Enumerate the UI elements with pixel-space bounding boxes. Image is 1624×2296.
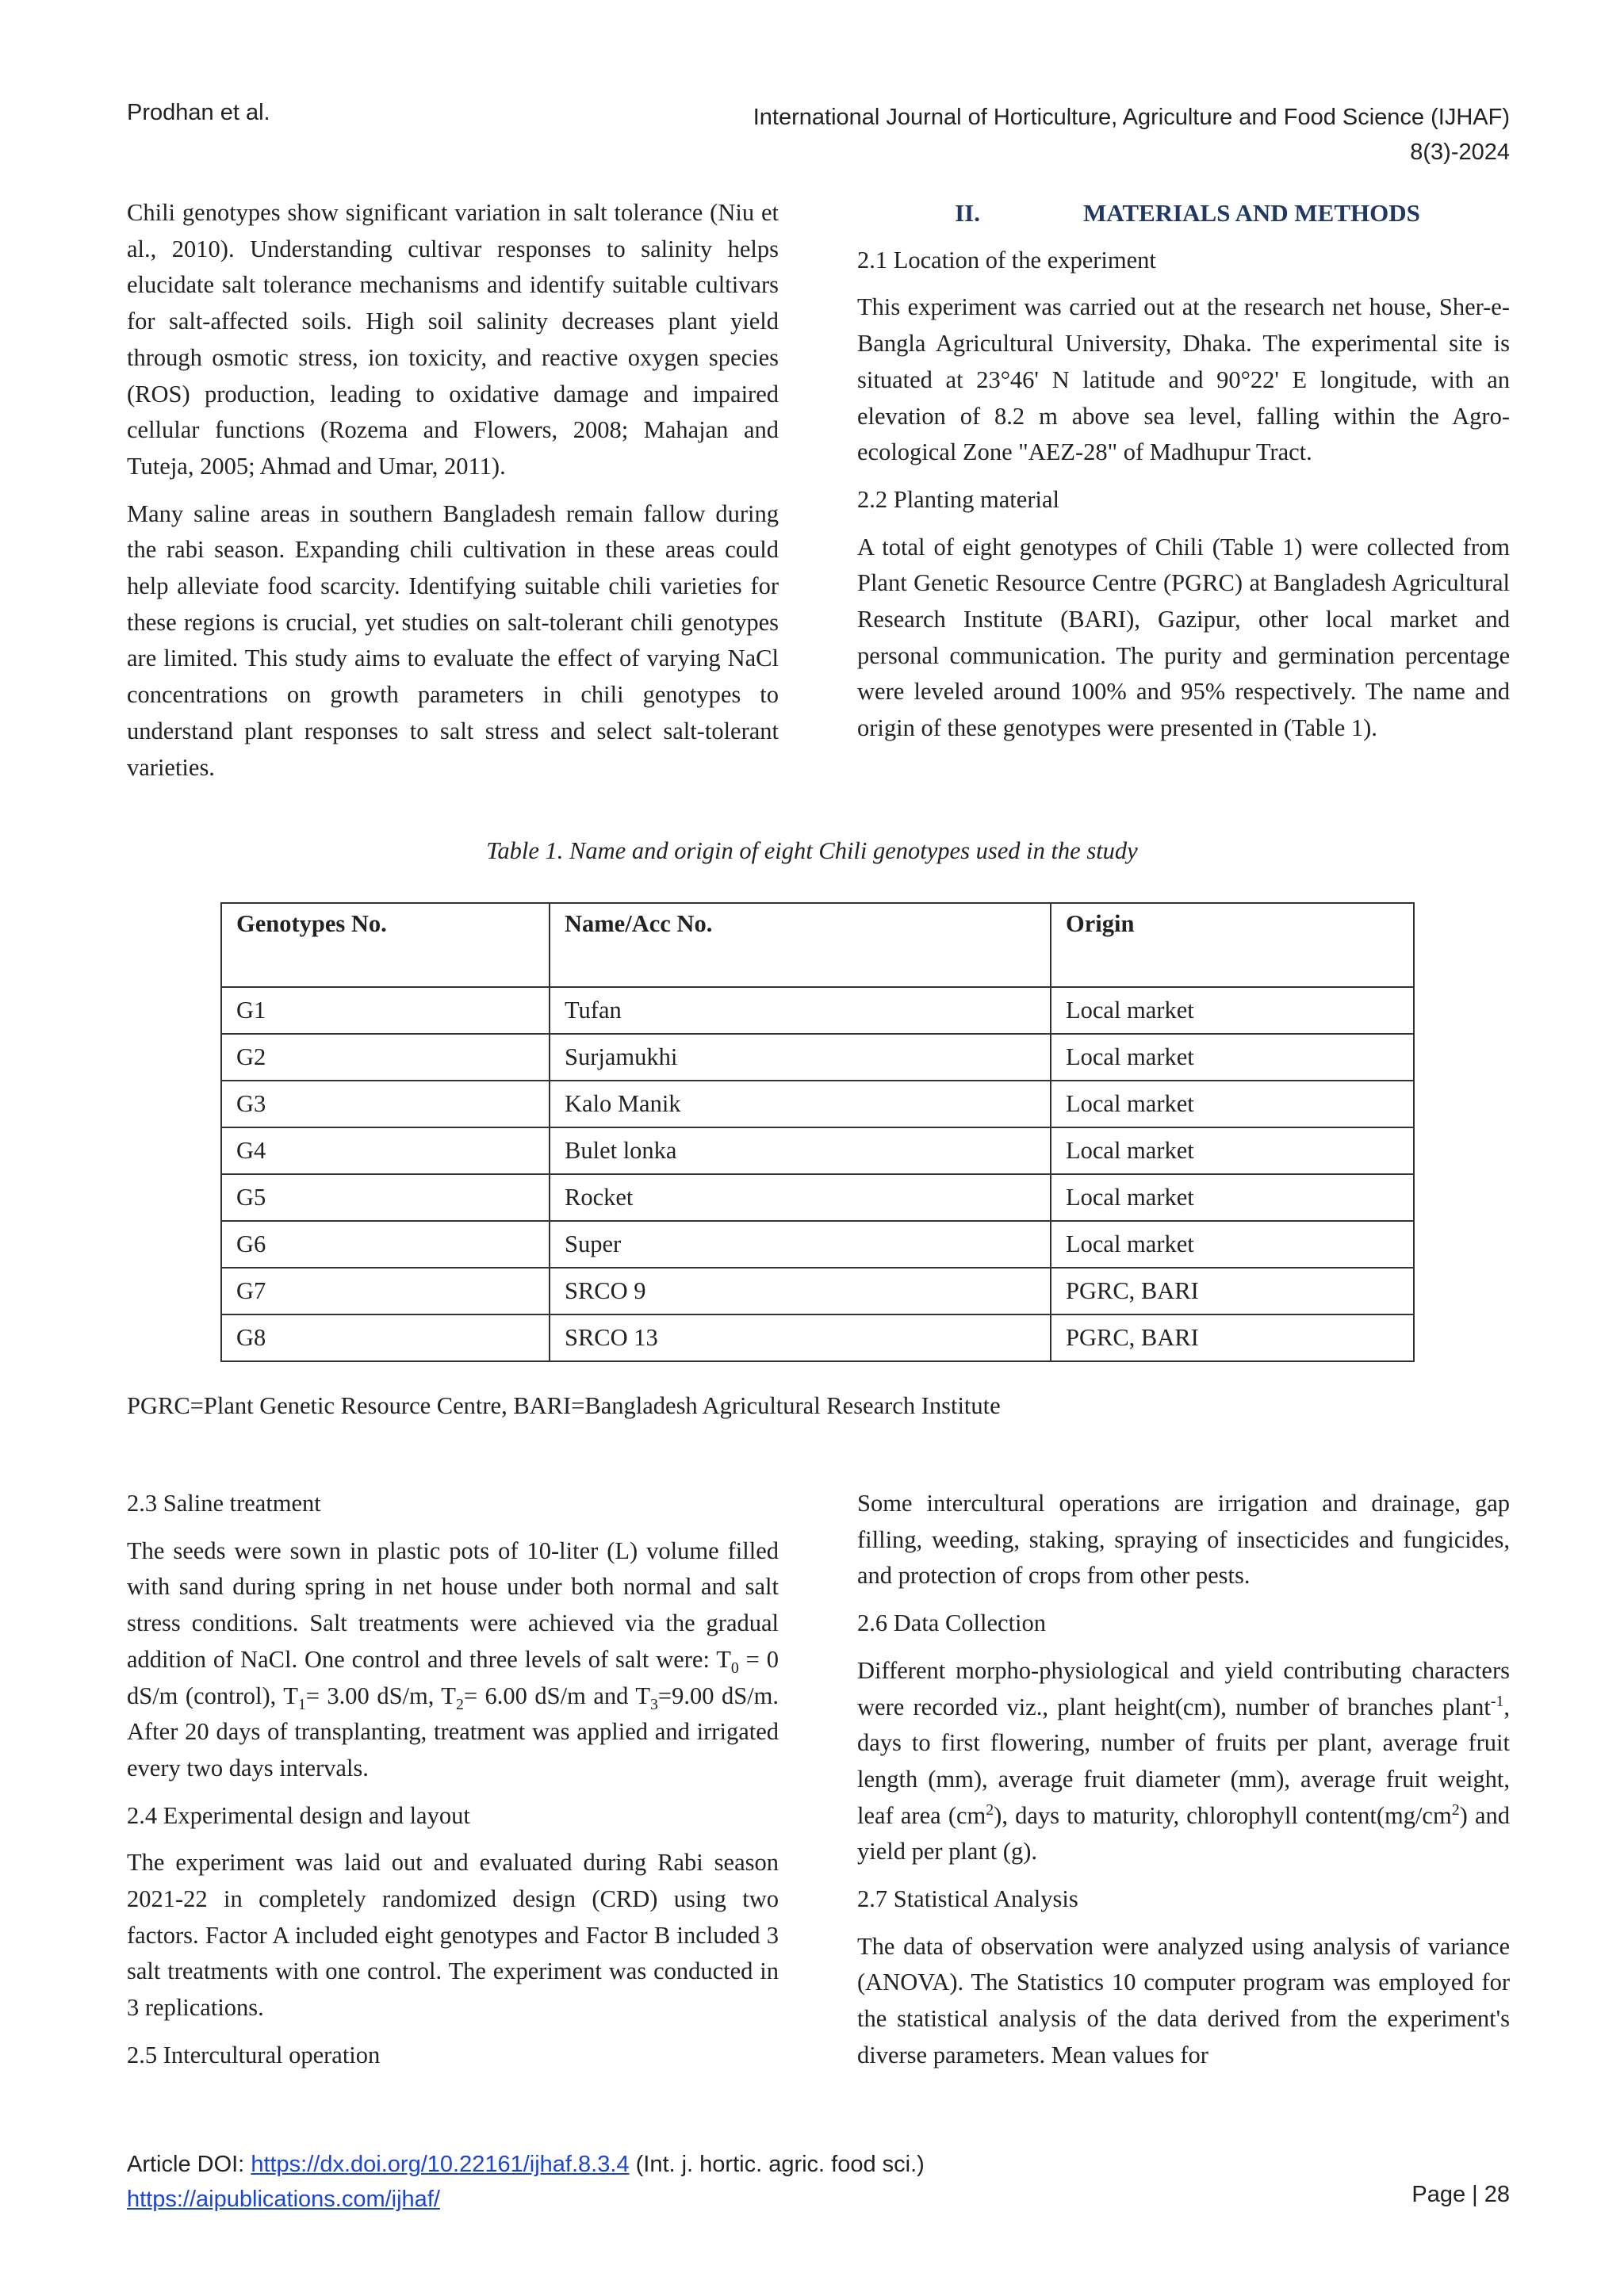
methods-column-top	[857, 195, 1510, 758]
table-row	[221, 1268, 1414, 1314]
table-row	[221, 1034, 1414, 1081]
table-cell: G3	[221, 1081, 550, 1127]
table-cell: Kalo Manik	[550, 1081, 1051, 1127]
page-number: Page | 28	[1411, 2182, 1510, 2207]
table-cell: Local market	[1051, 987, 1414, 1034]
section-heading	[857, 195, 1510, 232]
table-cell: Local market	[1051, 1034, 1414, 1081]
genotype-table	[220, 902, 1415, 1362]
table-row	[221, 1221, 1414, 1268]
table-cell: SRCO 13	[550, 1314, 1051, 1361]
table-cell: Super	[550, 1221, 1051, 1268]
journal-site-link[interactable]: https://aipublications.com/ijhaf/	[127, 2187, 440, 2212]
table-row	[221, 1174, 1414, 1221]
subsection-2-5-text: Some intercultural operations are irrigation and drainage, gap filling, weeding, staking, spraying of insecticides and fungicides, and protection of crops from other pests.	[857, 1490, 1510, 1590]
running-journal	[753, 100, 1510, 170]
table-header-name: Name/Acc No.	[550, 903, 1051, 987]
table-cell: G1	[221, 987, 550, 1034]
table-cell: Rocket	[550, 1174, 1051, 1221]
table-header-genotype: Genotypes No.	[221, 903, 550, 987]
table-cell: Local market	[1051, 1174, 1414, 1221]
table-cell: G2	[221, 1034, 550, 1081]
doi-suffix: (Int. j. hortic. agric. food sci.)	[629, 2152, 925, 2177]
subsection-2-2-title: 2.2 Planting material	[857, 485, 1059, 513]
table-caption: Table 1. Name and origin of eight Chili genotypes used in the study	[486, 837, 1138, 864]
table-row	[221, 1314, 1414, 1361]
methods-column-bottom-right	[857, 1486, 1510, 2085]
table-cell: SRCO 9	[550, 1268, 1051, 1314]
doi-link[interactable]: https://dx.doi.org/10.22161/ijhaf.8.3.4	[251, 2152, 630, 2177]
intro-column	[127, 195, 779, 797]
table-row	[221, 987, 1414, 1034]
intro-paragraph-2: Many saline areas in southern Bangladesh remain fallow during the rabi season. Expanding chili cultivation in these areas could help alleviate food scarcity. Identifying suitable chili varieties for these regions is crucial, yet studies on salt-tolerant chili genotypes are limited. This study aims to evaluate the effect of varying NaCl concentrations on growth parameters in chili genotypes to understand plant responses to salt stress and select salt-tolerant varieties.	[127, 499, 779, 781]
subsection-2-7-title: 2.7 Statistical Analysis	[857, 1885, 1078, 1913]
section-title: MATERIALS AND METHODS	[1083, 199, 1420, 227]
methods-column-bottom-left	[127, 1486, 779, 2085]
subsection-2-3-text: The seeds were sown in plastic pots of 10-liter (L) volume filled with sand during spring in net house under both normal and salt stress conditions. Salt treatments were achieved via the gradual addition of NaCl. One control and three levels of salt were: $T_0 = 0$ dS/m (control), $T_1= 3.00$ dS/m, $T_2= 6.00$ dS/m and $T_3=9.00$ dS/m. After 20 days of transplanting, treatment was applied and irrigated every two days intervals.	[127, 1536, 779, 1781]
table-cell: Local market	[1051, 1081, 1414, 1127]
table-cell: Bulet lonka	[550, 1127, 1051, 1174]
footer-doi	[127, 2147, 925, 2217]
table-cell: G4	[221, 1127, 550, 1174]
subsection-2-2-text: A total of eight genotypes of Chili (Table 1) were collected from Plant Genetic Resource Centre (PGRC) at Bangladesh Agricultural Research Institute (BARI), Gazipur, other local market and personal communication. The purity and germination percentage were leveled around 100% and 95% respectively. The name and origin of these genotypes were presented in (Table 1).	[857, 533, 1510, 742]
subsection-2-1-text: This experiment was carried out at the research net house, Sher-e-Bangla Agricultural University, Dhaka. The experimental site is situated at 23°46' N latitude and 90°22' E longitude, with an elevation of 8.2 m above sea level, falling within the Agro-ecological Zone "AEZ-28" of Madhupur Tract.	[857, 293, 1510, 466]
subsection-2-7-text: The data of observation were analyzed using analysis of variance (ANOVA). The Statistics 10 computer program was employed for the statistical analysis of the data derived from the experiment's diverse parameters. Mean values for	[857, 1932, 1510, 2068]
subsection-2-6-title: 2.6 Data Collection	[857, 1609, 1047, 1637]
table-cell: Surjamukhi	[550, 1034, 1051, 1081]
table-cell: Local market	[1051, 1127, 1414, 1174]
table-cell: G8	[221, 1314, 550, 1361]
subsection-2-1-title: 2.1 Location of the experiment	[857, 246, 1156, 274]
doi-label: Article DOI:	[127, 2152, 251, 2177]
running-author: Prodhan et al.	[127, 100, 270, 125]
table-footnote: PGRC=Plant Genetic Resource Centre, BARI=Bangladesh Agricultural Research Institute	[127, 1392, 1001, 1419]
subsection-2-6-text: Different morpho-physiological and yield contributing characters were recorded viz., plant height(cm), number of branches plant$^{-1}$, days to first flowering, number of fruits per plant, average fruit length (mm), average fruit diameter (mm), average fruit weight, leaf area $(cm^2)$, days to maturity, chlorophyll $content(mg/cm^2)$ and yield per plant (g).	[857, 1656, 1510, 1866]
table-cell: G5	[221, 1174, 550, 1221]
intro-paragraph-1: Chili genotypes show significant variation in salt tolerance (Niu et al., 2010). Understanding cultivar responses to salinity helps elucidate salt tolerance mechanisms and identify suitable cultivars for salt-affected soils. High soil salinity decreases plant yield through osmotic stress, ion toxicity, and reactive oxygen species (ROS) production, leading to oxidative damage and impaired cellular functions (Rozema and Flowers, 2008; Mahajan and Tuteja, 2005; Ahmad and Umar, 2011).	[127, 199, 779, 480]
table-header-origin: Origin	[1051, 903, 1414, 987]
subsection-2-5-title: 2.5 Intercultural operation	[127, 2041, 381, 2068]
journal-volume: 8(3)-2024	[1410, 140, 1510, 165]
table-cell: PGRC, BARI	[1051, 1314, 1414, 1361]
section-number: II.	[955, 199, 980, 227]
table-cell: G6	[221, 1221, 550, 1268]
subsection-2-4-title: 2.4 Experimental design and layout	[127, 1801, 470, 1829]
table-cell: G7	[221, 1268, 550, 1314]
table-row	[221, 1081, 1414, 1127]
subsection-2-4-text: The experiment was laid out and evaluated during Rabi season 2021-22 in completely randomized design (CRD) using two factors. Factor A included eight genotypes and Factor B included 3 salt treatments with one control. The experiment was conducted in 3 replications.	[127, 1849, 779, 2022]
table-cell: Tufan	[550, 987, 1051, 1034]
subsection-2-3-title: 2.3 Saline treatment	[127, 1490, 321, 1517]
journal-title: International Journal of Horticulture, Agriculture and Food Science (IJHAF)	[753, 105, 1510, 130]
table-cell: PGRC, BARI	[1051, 1268, 1414, 1314]
table-row	[221, 1127, 1414, 1174]
table-header-row	[221, 903, 1414, 987]
table-cell: Local market	[1051, 1221, 1414, 1268]
